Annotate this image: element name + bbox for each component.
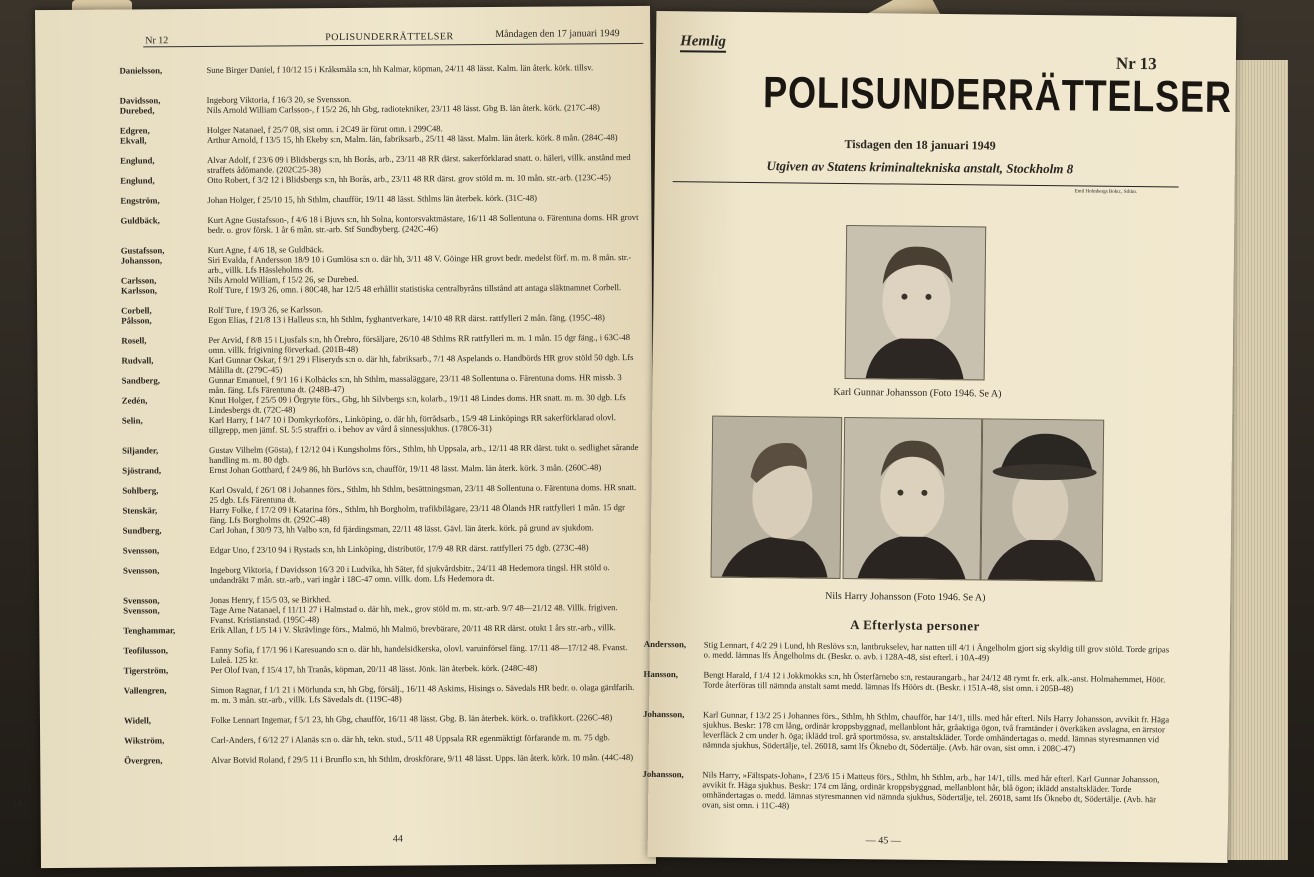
entry-text: Kurt Agne Gustafsson-, f 4/6 18 i Bjuvs s:n, hh Solna, kontorsvaktmästare, 16/11 48 Sollentuna o. Färentuna doms. HR grovt bedr. o. grov försk. 1 år 6 mån. str.-arb. Stf Sundbyberg. (242C-46) [207,211,639,235]
entry-text: Edgar Uno, f 23/10 94 i Rystads s:n, hh Linköping, distributör, 17/9 48 RR därst. rattfylleri 75 dgb. (273C-48) [209,542,589,555]
list-item [39,592,654,606]
left-date: Måndagen den 17 januari 1949 [495,28,620,40]
list-item [37,332,652,355]
list-item [643,708,1229,754]
entry-surname: Ekvall, [119,135,147,146]
list-item [40,712,655,726]
entry-surname: Hansson, [643,668,679,680]
entry-surname: Svensson, [123,595,160,606]
entry-surname: Corbell, [121,305,152,316]
list-item [39,562,654,585]
entry-text: Ingeborg Viktoria, f 16/3 20, se Svensson. [206,93,352,105]
photo-nils-harry-profile [711,416,843,579]
entry-surname: Guldbäck, [120,215,160,226]
right-page-number: — 45 — [865,835,901,847]
list-item [36,152,651,175]
entry-text: Karl Gunnar, f 13/2 25 i Johannes förs., Sthlm, hh Sthlm, chaufför, har 14/1, tills. med hår efterl. Nils Harry Johansson, avvikit fr. Häga sjukhus. Beskr: 178 cm lång, ordinär kroppsbyggnad, mellanblont hår, gråaktiga ögon, två framtänder i överkäken avslagna, en ärrstor leverfläck 2 cm under h. öga; iklädd trol. grå sportmössa, sv. anstaltskläder. Torde omhändertagas o. medd. lämnas styresmannen vid nämnda sjukhus, Södertälje, tel. 26018, samt lfs Öknebo dt, Södertälje. (Avb. här ovan, sist omn. i 208C-47) [702,709,1170,754]
right-page [642,11,1237,863]
left-page [12,6,656,868]
entry-surname: Rosell, [121,335,147,346]
entry-text: Gunnar Emanuel, f 9/1 16 i Kolbäcks s:n, hh Sthlm, massaläggare, 23/11 48 Sollentuna o. Färentuna doms. HR missb. 3 mån. fäng. Lfs Färentuna dt. (248B-47) [208,372,622,395]
entry-text: Carl Johan, f 30/9 73, hh Valbo s:n, fd fjärdingsman, 22/11 48 lässt. Gävl. län återk. körk. på grund av sjukdom. [209,522,594,535]
entry-text: Gustav Vilhelm (Gösta), f 12/12 04 i Kungsholms förs., Sthlm, hh Uppsala, arb., 12/11 48 RR därst. tukt o. sedlighet sårande handling m. m. 80 dgb. [209,441,639,465]
list-item [38,441,653,465]
entry-surname: Danielsson, [119,65,163,76]
entry-text: Erik Allan, f 1/5 14 i V. Skrävlinge förs., Malmö, hh Malmö, brevbärare, 20/11 48 RR därst. otukt 1 års str.-arb., villk. [210,622,616,635]
list-item [36,122,651,136]
list-item [40,681,655,705]
entry-surname: Davidsson, [119,95,161,106]
entry-text: Nils Harry, »Fältspats-Johan», f 23/6 15 i Matteus förs., Sthlm, hh Sthlm, arb., har 14/1, tills. med hår efterl. Karl Gunnar Johansson, avvikit fr. Häga sjukhus. Beskr: 174 cm lång, ordinär kroppsbyggnad, mellanblont hår, blå ögon; iklädd anstaltskläder. Torde omhändertagas o. medd. lämnas styresmannen vid nämnda sjukhus, Södertälje, tel. 26018, samt lfs Öknebo dt, Södertälje. (Avb. här ovan, sist omn. i 11C-48) [702,769,1160,811]
list-item [40,732,655,746]
issue-number: Nr 13 [1115,53,1157,74]
list-item [39,542,654,556]
entry-surname: Svensson, [123,605,160,616]
header-rule [143,43,643,47]
entry-text: Karl Gunnar Oskar, f 9/1 29 i Fliseryds s:n o. där hh, fabriksarb., 7/1 48 Aspelands o. Handbörds HR grov stöld 50 dgb. Lfs Målilla dt. (279C-45) [208,351,634,375]
secret-stamp: Hemlig [680,33,726,52]
entry-surname: Gustafsson, [120,245,165,256]
entry-text: Karl Harry, f 14/7 10 i Domkyrkoförs., Linköping, o. där hh, förrådsarb., 15/9 48 Linköpings RR sakerförklarad olovl. tillgrepp, men jämf. SL 5:5 straffri o. i behov av vård å sinnessjukhus. (178C6-31) [208,412,616,435]
list-item [37,302,652,316]
entry-surname: Johansson, [642,768,684,780]
entry-text: Harry Folke, f 17/2 09 i Katarina förs., Sthlm, hh Borgholm, trafikbilägare, 23/11 48 Ölands HR rattfylleri 1 mån. 15 dgr fäng. Lfs Borgholms dt. (292C-48) [209,502,626,525]
list-item [36,211,651,235]
left-running-title: POLISUNDERRÄTTELSER [325,31,454,44]
entry-surname: Sjöstrand, [122,465,162,476]
entry-surname: Englund, [120,155,155,166]
entry-text: Alvar Botvid Roland, f 29/5 11 i Brunflo s:n, hh Sthlm, droskförare, 9/11 48 lässt. Upps. län återk. körk. 10 mån. (44C-48) [211,752,634,765]
entry-surname: Svensson, [122,545,160,556]
entry-text: Fanny Sofia, f 17/1 96 i Karesuando s:n o. där hh, handelsidkerska, olovl. varuinförsel fäng. 17/11 48—17/12 48. Fvanst. Luleå. 125 kr. [210,642,628,665]
entry-surname: Vallengren, [123,685,167,696]
entry-surname: Johansson, [643,708,685,720]
entry-text: Carl-Anders, f 6/12 27 i Alanäs s:n o. där hh, tekn. stud., 5/11 48 Uppsala RR egenmäktigt förfarande m. m. 75 dgb. [211,732,610,745]
entry-surname: Sandberg, [121,375,161,386]
entry-surname: Sohlberg, [122,485,159,496]
list-item [643,668,1230,694]
entry-surname: Zedén, [121,395,148,406]
list-item [35,62,650,76]
entry-text: Ingeborg Viktoria, f Davidsson 16/3 20 i Ludvika, hh Säter, fd sjukvårdsbitr., 24/11 48 Hedemora tingsl. HR stöld o. undandräkt 7 mån. str.-arb., vari ingår i 18C-47 omn. villk. dom. Lfs Hedemora dt. [209,562,610,585]
entry-text: Folke Lennart Ingemar, f 5/1 23, hh Gbg, chaufför, 16/11 48 lässt. Gbg. B. län återbek. körk. o. trafikkort. (226C-48) [210,712,613,725]
entry-text: Ernst Johan Gotthard, f 24/9 86, hh Burlövs s:n, chaufför, 19/11 48 lässt. Malm. län återk. körk. 3 mån. (260C-48) [209,462,602,475]
entry-text: Nils Arnold William Carlsson-, f 15/2 26, hh Gbg, radiotekniker, 23/11 48 lässt. Gbg B. län återk. körk. (217C-48) [206,102,600,115]
list-item [38,481,653,505]
left-page-number: 44 [392,833,403,845]
entry-text: Johan Holger, f 25/10 15, hh Sthlm, chaufför, 19/11 48 lässt. Sthlms län återbek. körk. (31C-48) [207,192,538,205]
entry-text: Siri Evalda, f Andersson 18/9 10 i Gumlösa s:n o. där hh, 3/11 48 V. Göinge HR grovt bedr. medelst förf. m. m. 8 mån. str.-arb., villk. Lfs Hässleholms dt. [207,252,632,275]
entry-surname: Selin, [121,415,143,426]
photo1-caption: Karl Gunnar Johansson (Foto 1946. Se A) [833,386,1002,400]
entry-text: Alvar Adolf, f 23/6 09 i Blidsbergs s:n, hh Borås, arb., 23/11 48 RR därst. sakerförklarad snatt. o. häleri, villk. anstånd med straffets ådömande. (202C25-38) [207,152,631,175]
page-stack [1228,60,1288,860]
entry-surname: Andersson, [643,638,687,650]
entry-text: Simon Ragnar, f 1/1 21 i Mörlunda s:n, hh Gbg, försälj., 16/11 48 Askims, Hisings o. Sävedals HR bedr. o. olaga gärdfarih. m. m. 3 mån. str.-arb., villk. Lfs Sävedals dt. (119C-48) [210,681,635,705]
photo-nils-harry-hat [981,418,1105,581]
photo-nils-harry-front [843,417,983,580]
entry-text: Rolf Ture, f 19/3 26, se Karlsson. [208,304,323,315]
entry-text: Egon Elias, f 21/8 13 i Halleus s:n, hh Sthlm, fyghantverkare, 14/10 48 RR därst. rattfylleri 2 mån. fäng. (195C-48) [208,312,605,325]
entry-surname: Övergren, [124,755,163,766]
photo-karl-gunnar [845,225,987,380]
entry-surname: Carlsson, [120,275,157,286]
masthead-title: POLISUNDERRÄTTELSER [762,68,1233,123]
list-item [37,242,652,256]
entry-text: Rolf Ture, f 19/3 26, omn. i 80C48, har 12/5 48 erhållit statistiska centralbyråns tillstånd att antaga släktnamnet Corbell. [207,282,622,295]
entry-surname: Edgren, [119,125,150,136]
entry-surname: Engström, [120,195,160,206]
list-item [36,192,651,206]
entry-surname: Tigerström, [123,665,169,676]
list-item [643,638,1230,663]
entry-surname: Durebed, [119,105,155,116]
entry-text: Per Arvid, f 8/8 15 i Ljusfals s:n, hh Örebro, försäljare, 26/10 48 Sthlms RR rattfylleri m. m. 1 mån. 15 dgr fäng., i 63C-48 omn. villk. frigivning förverkad. (201B-48) [208,332,631,355]
entry-surname: Siljander, [122,445,159,456]
entry-text: Arthur Arnold, f 13/5 15, hh Ekeby s:n, Malm. län, fabriksarb., 25/11 48 lässt. Malm. län återk. körk. 8 mån. (284C-48) [206,132,618,145]
entry-surname: Sundberg, [122,525,162,536]
entry-surname: Rudvall, [121,355,154,366]
masthead-rule [673,181,1179,187]
list-item [39,642,654,665]
entry-surname: Englund, [120,175,155,186]
entry-text: Stig Lennart, f 4/2 29 i Lund, hh Reslövs s:n, lantbrukselev, har natten till 4/1 i Ängelholm gjort sig skyldig till grov stöld. Torde gripas o. medd. lämnas lfs Ängelholms dt. (Beskr. o. avb. i 128A-48, sist efterl. i 10A-49) [703,639,1170,663]
entry-text: Tage Arne Natanael, f 11/11 27 i Halmstad o. där hh, mek., grov stöld m. m. str.-arb. 9/7 48—21/12 48. Villk. frigiven. Fvanst. Kristianstad. (195C-48) [210,602,618,625]
entry-surname: Karlsson, [120,285,157,296]
entry-surname: Svensson, [122,565,160,576]
left-page-label: Nr 12 [145,35,169,47]
list-item [642,768,1229,811]
list-item [40,752,655,766]
entry-surname: Stenskär, [122,505,158,516]
entry-text: Per Olof Ivan, f 15/4 17, hh Tranås, köpman, 20/11 48 lässt. Jönk. län återbek. körk. (248C-48) [210,662,538,675]
entry-surname: Teofilusson, [123,645,168,656]
entry-surname: Johansson, [120,255,163,266]
margin-number: 14 [12,798,22,809]
entry-surname: Widell, [123,715,151,726]
entry-text: Otto Robert, f 3/2 12 i Blidsbergs s:n, hh Borås, arb., 23/11 48 RR därst. grov stöld m. m. 10 mån. str.-arb. (123C-45) [207,172,611,185]
entry-text: Knut Holger, f 25/5 09 i Örgryte förs., Gbg, hh Silvbergs s:n, kolarb., 19/11 48 Lindes doms. HR snatt. m. m. 30 dgb. Lfs Lindesbergs dt. (72C-48) [208,392,626,415]
entry-text: Sune Birger Daniel, f 10/12 15 i Kråksmåla s:n, hh Kalmar, köpman, 24/11 48 lässt. Kalm. län återk. körk. tillsv. [206,62,594,75]
photo2-caption: Nils Harry Johansson (Foto 1946. Se A) [825,590,986,604]
printer-credit: Emil Holmbergs Boktr., Sthlm. [1074,189,1138,196]
entry-surname: Wikström, [124,735,165,746]
entry-text: Nils Arnold William, f 15/2 26, se Durebed. [207,273,359,285]
entry-text: Karl Osvald, f 26/1 08 i Johannes förs., Sthlm, hh Sthlm, besättningsman, 23/11 48 Sollentuna o. Färentuna doms. HR snatt. 25 dgb. Lfs Färentuna dt. [209,481,637,505]
entry-text: Jonas Henry, f 15/5 03, se Birkhed. [210,594,332,605]
section-title: A Efterlysta personer [850,617,980,634]
list-item [36,92,651,106]
entry-surname: Tenghammar, [123,625,176,636]
entry-text: Bengt Harald, f 1/4 12 i Jokkmokks s:n, hh Österfärnebo s:n, restaurangarb., har 24/12 48 rymt fr. erk. alk.-anst. Holmahemmet, Höör. Torde återföras till nämnda anstalt samt medd. lämnas lfs Höörs dt. (Beskr. i 151A-48, sist omn. i 205B-48) [703,669,1166,694]
entry-text: Holger Natanael, f 25/7 08, sist omn. i 2C49 är förut omn. i 299C48. [206,123,443,135]
entry-text: Kurt Agne, f 4/6 18, se Guldbäck. [207,244,324,255]
entry-surname: Pålsson, [121,315,152,326]
publisher-line: Utgiven av Statens kriminaltekniska anstalt, Stockholm 8 [766,158,1074,177]
issue-date: Tisdagen den 18 januari 1949 [844,136,996,153]
